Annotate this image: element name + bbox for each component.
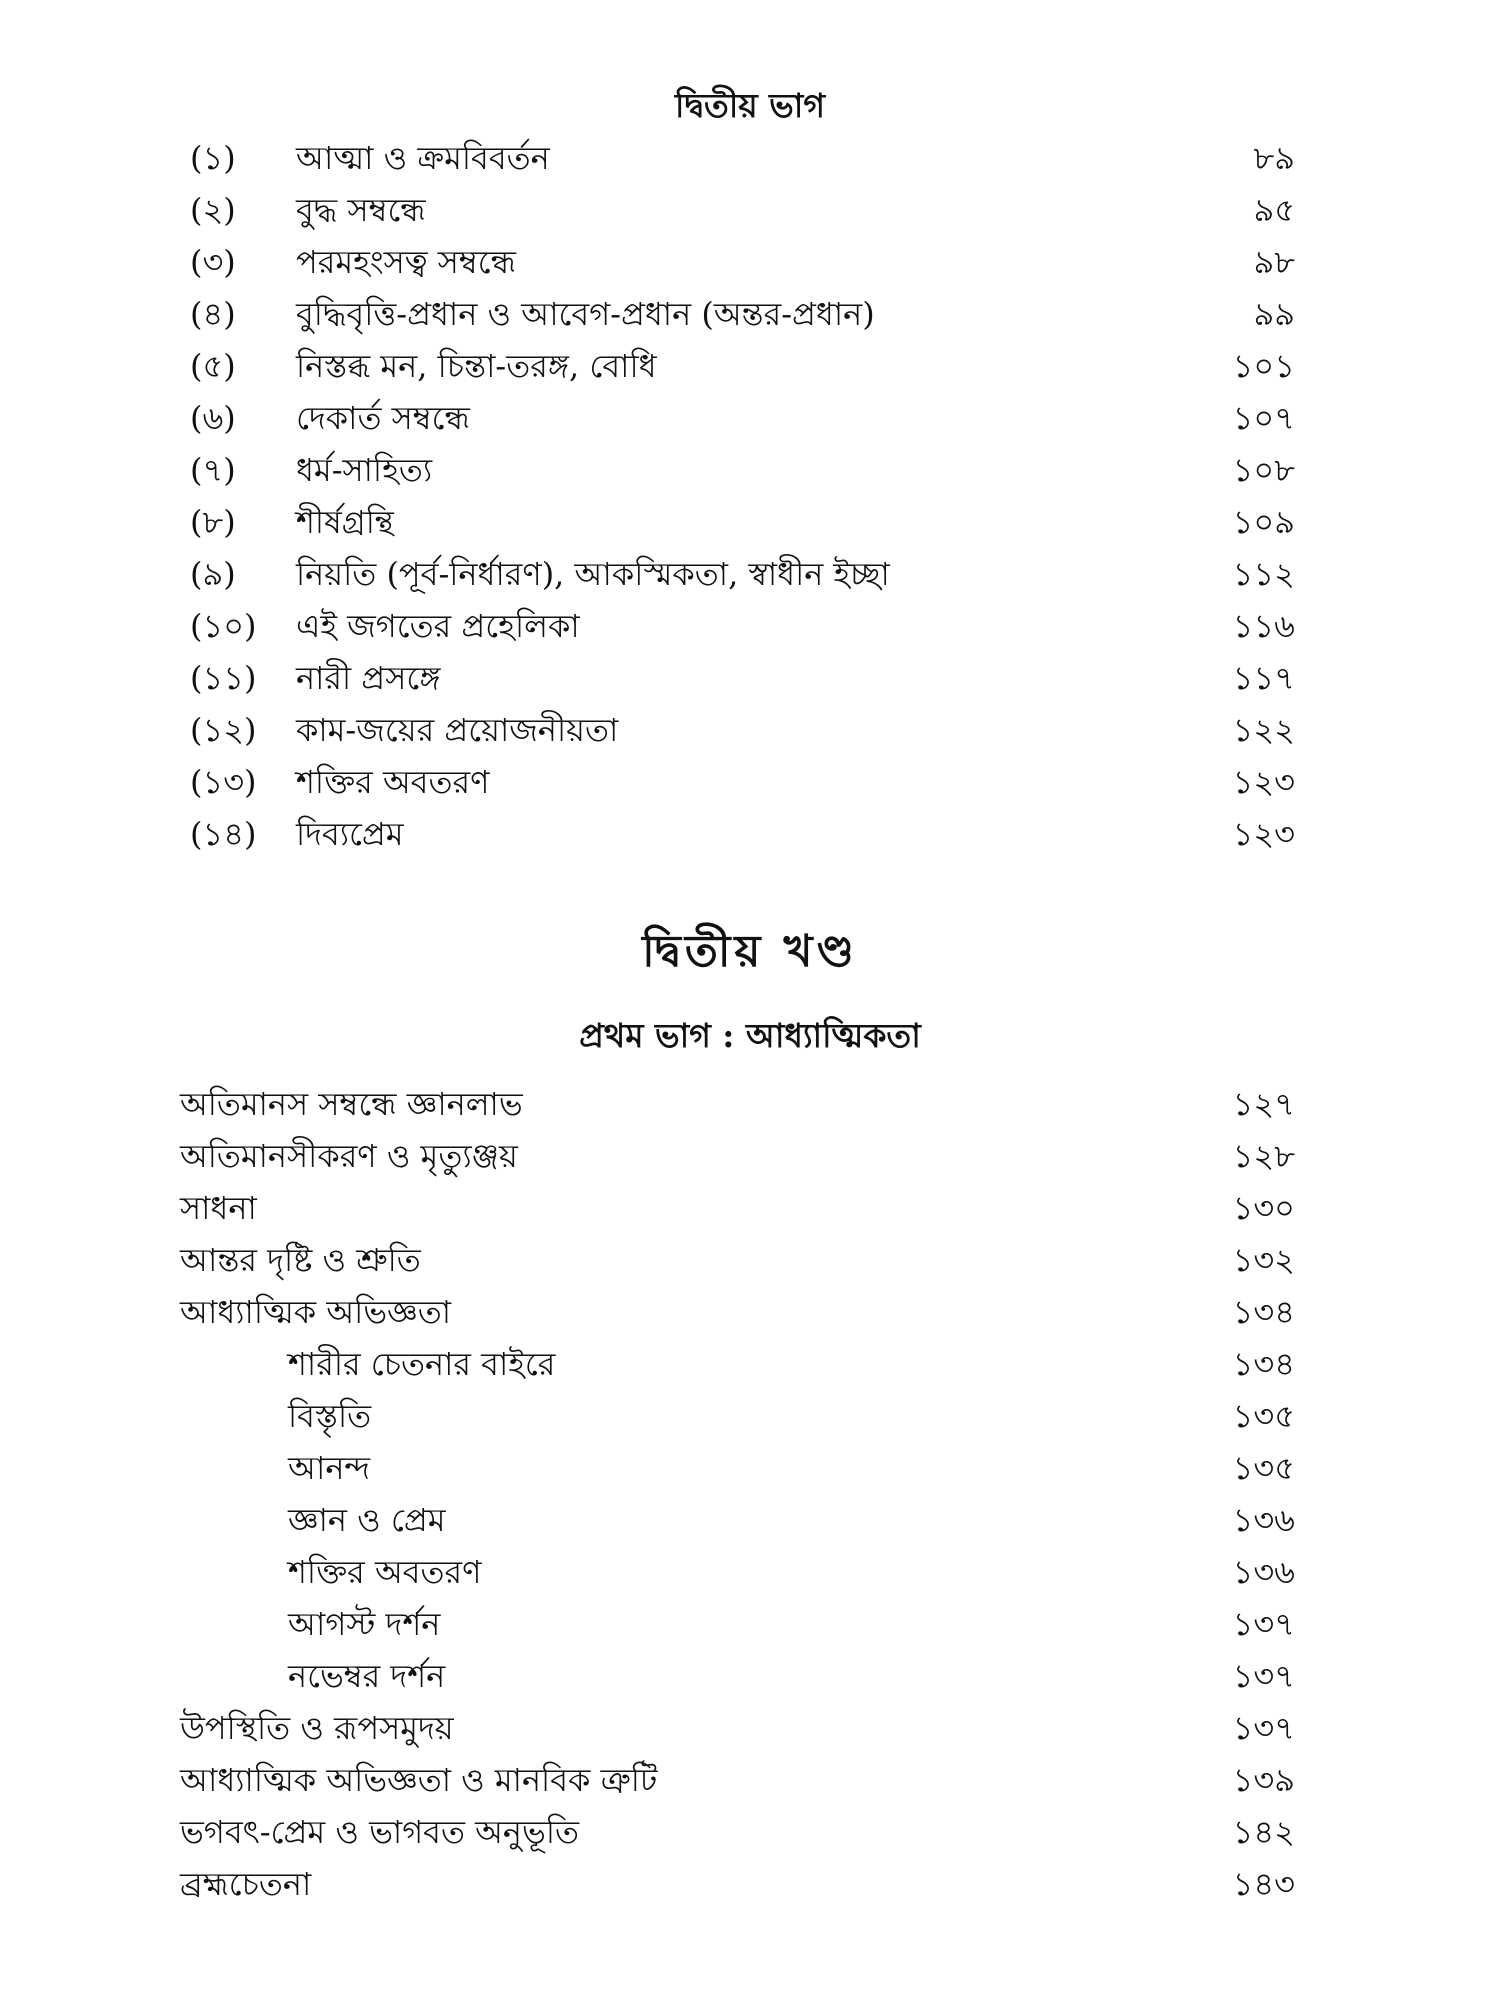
toc-entry	[0, 704, 1500, 756]
toc-entry	[0, 808, 1500, 860]
entry-page-number: ১২৭	[1232, 1085, 1295, 1123]
toc-entry	[0, 392, 1500, 444]
entry-page-number: ১৩৪	[1232, 1293, 1295, 1331]
entry-title: ব্রহ্মচেতনা	[180, 1865, 312, 1903]
entry-number: (৬)	[190, 399, 236, 437]
toc-entry	[0, 756, 1500, 808]
toc-subentry	[0, 1494, 1500, 1546]
entry-title: দেকার্ত সম্বন্ধে	[296, 399, 470, 437]
toc-entry	[0, 340, 1500, 392]
entry-title: শক্তির অবতরণ	[296, 763, 490, 801]
entry-title: নারী প্রসঙ্গে	[296, 659, 441, 697]
entry-number: (৩)	[190, 243, 236, 281]
toc-subentry	[0, 1546, 1500, 1598]
entry-page-number: ১৩০	[1232, 1189, 1295, 1227]
entry-page-number: ১২২	[1232, 711, 1295, 749]
entry-page-number: ১৪৩	[1232, 1865, 1295, 1903]
toc-entry	[0, 1078, 1500, 1130]
entry-number: (১০)	[190, 607, 257, 645]
entry-title: অতিমানসীকরণ ও মৃত্যুঞ্জয়	[180, 1137, 518, 1175]
entry-page-number: ১০৭	[1232, 399, 1295, 437]
entry-number: (১)	[190, 139, 236, 177]
toc-subentry	[0, 1442, 1500, 1494]
entry-title: অতিমানস সম্বন্ধে জ্ঞানলাভ	[180, 1085, 523, 1123]
entry-page-number: ১০৮	[1232, 451, 1295, 489]
toc-entry	[0, 1286, 1500, 1338]
toc-entry	[0, 652, 1500, 704]
entry-number: (৮)	[190, 503, 236, 541]
toc-entry	[0, 1182, 1500, 1234]
entry-page-number: ৯৯	[1253, 295, 1295, 333]
toc-entry	[0, 1234, 1500, 1286]
entry-number: (১২)	[190, 711, 257, 749]
entry-page-number: ১০৯	[1232, 503, 1295, 541]
toc-subentry	[0, 1338, 1500, 1390]
entry-page-number: ৮৯	[1253, 139, 1295, 177]
entry-page-number: ১১৭	[1232, 659, 1295, 697]
entry-title: উপস্থিতি ও রূপসমুদয়	[180, 1709, 454, 1747]
volume-heading: দ্বিতীয় খণ্ড	[642, 926, 858, 977]
entry-page-number: ১৩৯	[1232, 1761, 1295, 1799]
entry-page-number: ১৩৬	[1232, 1501, 1295, 1539]
toc-entry	[0, 496, 1500, 548]
volume-subheading: প্রথম ভাগ : আধ্যাত্মিকতা	[579, 1016, 921, 1055]
entry-page-number: ১২৩	[1232, 815, 1295, 853]
part-heading: দ্বিতীয় ভাগ	[675, 86, 825, 125]
entry-title: জ্ঞান ও প্রেম	[288, 1501, 446, 1539]
entry-title: বুদ্ধ সম্বন্ধে	[296, 191, 426, 229]
entry-page-number: ১৩৫	[1232, 1397, 1295, 1435]
entry-page-number: ১১২	[1232, 555, 1295, 593]
entry-page-number: ১৩৭	[1232, 1605, 1295, 1643]
toc-entry	[0, 1806, 1500, 1858]
entry-page-number: ১৩৫	[1232, 1449, 1295, 1487]
entry-number: (১১)	[190, 659, 257, 697]
entry-page-number: ৯৮	[1253, 243, 1295, 281]
toc-entry	[0, 1858, 1500, 1910]
entry-page-number: ১৩৪	[1232, 1345, 1295, 1383]
entry-title: আগস্ট দর্শন	[288, 1605, 441, 1643]
entry-title: শক্তির অবতরণ	[288, 1553, 482, 1591]
entry-page-number: ১৪২	[1232, 1813, 1295, 1851]
entry-title: আধ্যাত্মিক অভিজ্ঞতা	[180, 1293, 451, 1331]
entry-title: কাম-জয়ের প্রয়োজনীয়তা	[296, 711, 619, 749]
entry-page-number: ১৩৭	[1232, 1657, 1295, 1695]
entry-number: (১৪)	[190, 815, 257, 853]
toc-entry	[0, 236, 1500, 288]
entry-page-number: ১৩৭	[1232, 1709, 1295, 1747]
entry-page-number: ১২৮	[1232, 1137, 1295, 1175]
entry-title: সাধনা	[180, 1189, 257, 1227]
entry-title: শারীর চেতনার বাইরে	[288, 1345, 556, 1383]
entry-title: আনন্দ	[288, 1449, 371, 1487]
entry-number: (৭)	[190, 451, 236, 489]
entry-page-number: ১২৩	[1232, 763, 1295, 801]
entry-number: (২)	[190, 191, 236, 229]
entry-page-number: ১৩৬	[1232, 1553, 1295, 1591]
entry-title: নিয়তি (পূর্ব-নির্ধারণ), আকস্মিকতা, স্বাধীন ইচ্ছা	[296, 555, 890, 593]
entry-title: ধর্ম-সাহিত্য	[296, 451, 433, 489]
entry-page-number: ১১৬	[1232, 607, 1295, 645]
entry-title: বুদ্ধিবৃত্তি-প্রধান ও আবেগ-প্রধান (অন্তর-প্রধান)	[296, 295, 875, 333]
entry-number: (৫)	[190, 347, 236, 385]
toc-entry	[0, 600, 1500, 652]
toc-entry	[0, 548, 1500, 600]
toc-subentry	[0, 1650, 1500, 1702]
entry-title: শীর্ষগ্রন্থি	[296, 503, 394, 541]
toc-entry	[0, 184, 1500, 236]
entry-page-number: ১৩২	[1232, 1241, 1295, 1279]
toc-entry	[0, 1130, 1500, 1182]
entry-title: আন্তর দৃষ্টি ও শ্রুতি	[180, 1241, 421, 1279]
toc-subentry	[0, 1390, 1500, 1442]
entry-title: পরমহংসত্ব সম্বন্ধে	[296, 243, 516, 281]
entry-title: নিস্তব্ধ মন, চিন্তা-তরঙ্গ, বোধি	[296, 347, 657, 385]
entry-title: বিস্তৃতি	[288, 1397, 372, 1435]
entry-page-number: ৯৫	[1253, 191, 1295, 229]
entry-title: আত্মা ও ক্রমবিবর্তন	[296, 139, 550, 177]
toc-entry	[0, 1754, 1500, 1806]
entry-number: (৯)	[190, 555, 236, 593]
toc-entry	[0, 444, 1500, 496]
toc-entry	[0, 1702, 1500, 1754]
entry-title: এই জগতের প্রহেলিকা	[296, 607, 580, 645]
entry-title: দিব্যপ্রেম	[296, 815, 404, 853]
entry-title: ভগবৎ-প্রেম ও ভাগবত অনুভূতি	[180, 1813, 579, 1851]
toc-entry	[0, 132, 1500, 184]
entry-title: নভেম্বর দর্শন	[288, 1657, 446, 1695]
toc-subentry	[0, 1598, 1500, 1650]
entry-page-number: ১০১	[1232, 347, 1295, 385]
entry-number: (১৩)	[190, 763, 257, 801]
entry-title: আধ্যাত্মিক অভিজ্ঞতা ও মানবিক ত্রুটি	[180, 1761, 658, 1799]
entry-number: (৪)	[190, 295, 236, 333]
toc-entry	[0, 288, 1500, 340]
